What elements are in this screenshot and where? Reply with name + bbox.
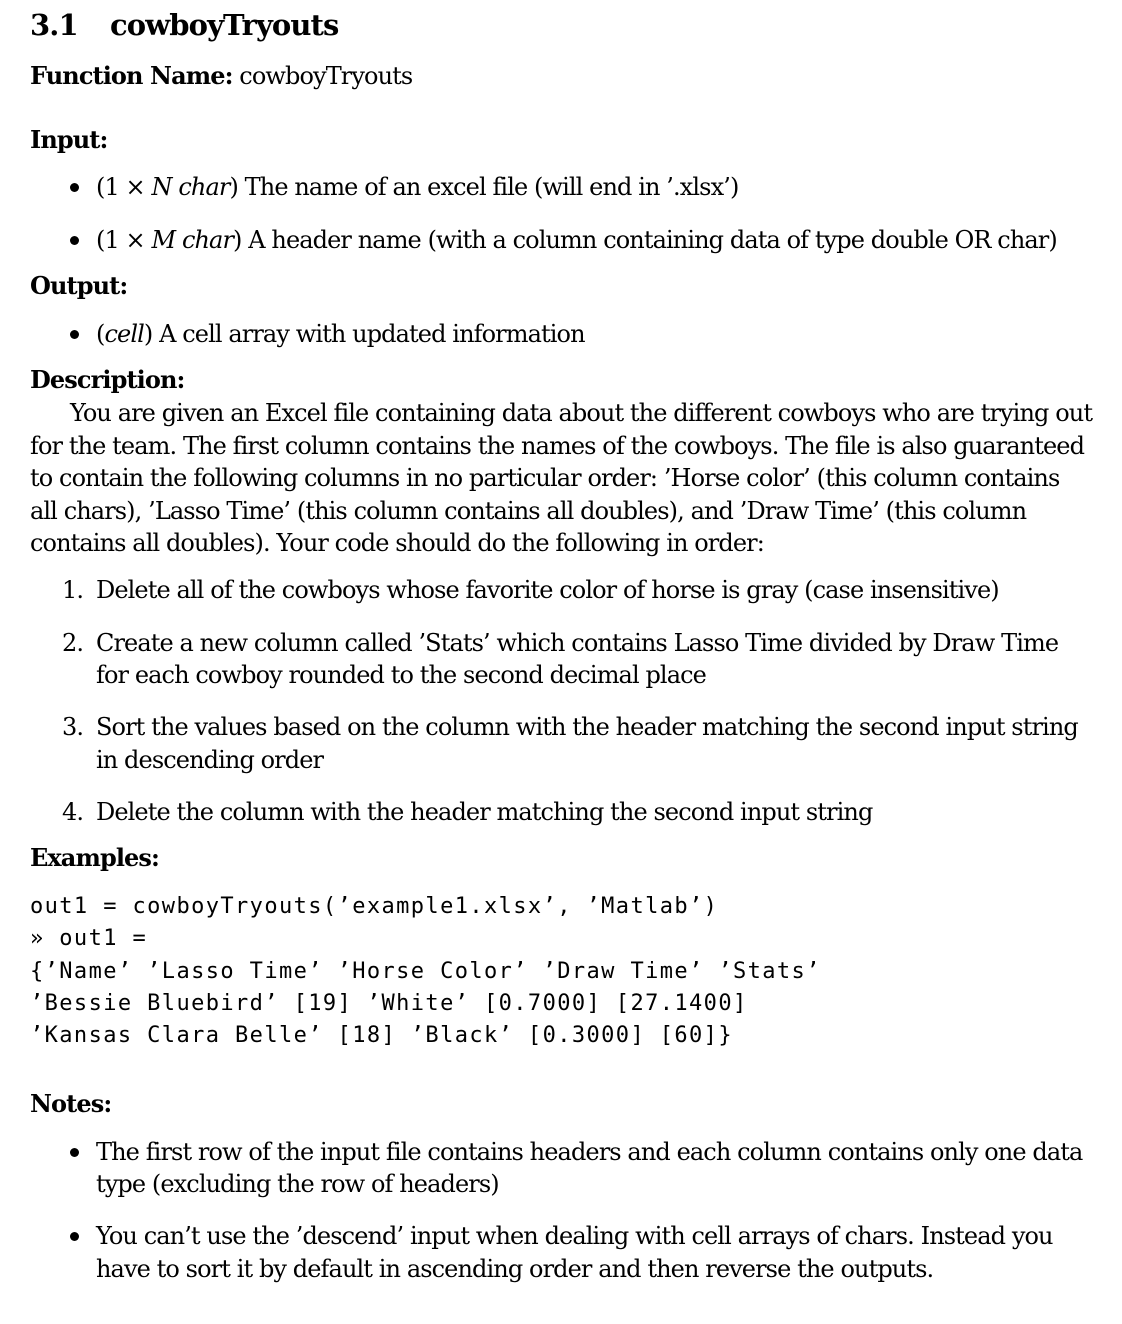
code-line-4: ’Bessie Bluebird’ [19] ’White’ [0.7000] [27.1400] [30, 991, 748, 1016]
input-item-1-type-open: (1 × [96, 173, 152, 201]
bullet-icon [70, 1148, 79, 1157]
code-line-1: out1 = cowboyTryouts(’example1.xlsx’, ’Matlab’) [30, 894, 719, 919]
note-2-line-2: have to sort it by default in ascending order and then reverse the outputs. [96, 1255, 934, 1283]
output-item-1-type-open: ( [96, 320, 105, 348]
input-item-2-type: char [181, 226, 234, 254]
step-1-line-1: Delete all of the cowboys whose favorite color of horse is gray (case insensitive) [96, 576, 999, 604]
bullet-icon [70, 330, 79, 339]
note-2-line-1: You can’t use the ’descend’ input when dealing with cell arrays of chars. Instead you [96, 1222, 1053, 1250]
examples-heading: Examples: [30, 843, 159, 872]
step-4-number: 4. [62, 798, 84, 826]
note-1-line-2: type (excluding the row of headers) [96, 1170, 499, 1198]
output-heading: Output: [30, 271, 128, 300]
input-item-1-type-close: ) [229, 173, 238, 201]
step-3-line-1: Sort the values based on the column with the header matching the second input string [96, 713, 1078, 741]
code-line-2: » out1 = [30, 926, 148, 951]
step-4-line-1: Delete the column with the header matching the second input string [96, 798, 873, 826]
step-2-line-2: for each cowboy rounded to the second decimal place [96, 661, 706, 689]
bullet-icon [70, 1232, 79, 1241]
section-number: 3.1 [30, 8, 78, 42]
input-item-1-var: N [151, 173, 172, 201]
input-item-1-type: char [178, 173, 230, 201]
description-line-1: You are given an Excel file containing data about the different cowboys who are trying out [70, 399, 1093, 427]
output-item-1-type-close: ) [143, 320, 153, 348]
note-1-line-1: The first row of the input file contains headers and each column contains only one data [96, 1138, 1083, 1166]
step-3-number: 3. [62, 713, 84, 741]
function-name-label: Function Name: [30, 61, 233, 90]
function-name-value: cowboyTryouts [239, 62, 413, 90]
output-item-1-type: cell [104, 320, 144, 348]
bullet-icon [70, 183, 79, 192]
description-line-2: for the team. The first column contains the names of the cowboys. The file is also guaranteed [30, 432, 1085, 460]
output-item-1 [96, 318, 585, 350]
step-2-line-1: Create a new column called ’Stats’ which contains Lasso Time divided by Draw Time [96, 629, 1059, 657]
notes-heading: Notes: [30, 1089, 112, 1118]
output-item-1-text: A cell array with updated information [152, 320, 585, 348]
input-item-1-text: The name of an excel file (will end in ’.xlsx’) [237, 173, 739, 201]
code-line-3: {’Name’ ’Lasso Time’ ’Horse Color’ ’Draw Time’ ’Stats’ [30, 959, 821, 984]
step-3-line-2: in descending order [96, 746, 324, 774]
input-item-2-type-close: ) [233, 226, 242, 254]
bullet-icon [70, 236, 79, 245]
step-1-number: 1. [62, 576, 84, 604]
function-name-line [30, 60, 412, 92]
section-title: cowboyTryouts [110, 8, 339, 42]
description-line-5: contains all doubles). Your code should do the following in order: [30, 529, 764, 557]
code-line-5: ’Kansas Clara Belle’ [18] ’Black’ [0.3000] [60]} [30, 1023, 733, 1048]
input-item-2-type-open: (1 × [96, 226, 152, 254]
input-item-2 [96, 224, 1057, 256]
input-item-2-var: M [151, 226, 176, 254]
input-heading: Input: [30, 125, 108, 154]
input-item-1 [96, 171, 738, 203]
description-line-4: all chars), ’Lasso Time’ (this column contains all doubles), and ’Draw Time’ (this column [30, 497, 1027, 525]
description-line-3: to contain the following columns in no particular order: ’Horse color’ (this column contains [30, 464, 1060, 492]
input-item-2-text: A header name (with a column containing data of type double OR char) [241, 226, 1057, 254]
step-2-number: 2. [62, 629, 84, 657]
description-heading: Description: [30, 365, 185, 394]
